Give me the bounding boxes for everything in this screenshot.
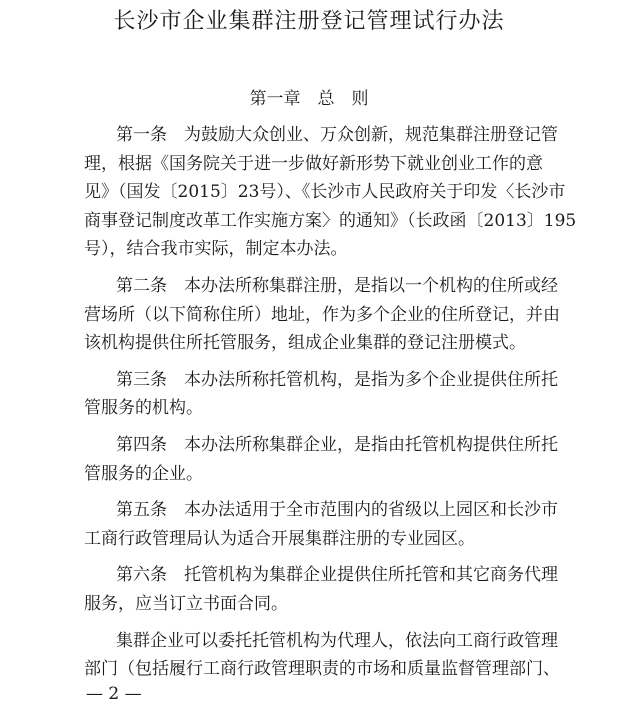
paragraph-first-line: 第五条 本办法适用于全市范围内的省级以上园区和长沙市 (116, 500, 558, 520)
paragraph-first-line: 第六条 托管机构为集群企业提供住所托管和其它商务代理 (116, 565, 558, 585)
document-title: 长沙市企业集群注册登记管理试行办法 (113, 9, 505, 34)
text-line: 服务，应当订立书面合同。 (84, 594, 288, 614)
paragraph-first-line: 第二条 本办法所称集群注册，是指以一个机构的住所或经 (116, 276, 558, 296)
text-line: 工商行政管理局认为适合开展集群注册的专业园区。 (84, 529, 475, 549)
paragraph-first-line: 第三条 本办法所称托管机构，是指为多个企业提供住所托 (116, 370, 558, 390)
paragraph-first-line: 第一条 为鼓励大众创业、万众创新，规范集群注册登记管 (116, 125, 558, 145)
text-line: 管服务的企业。 (84, 464, 203, 484)
text-line: 号），结合我市实际，制定本办法。 (84, 239, 348, 259)
text-line: 管服务的机构。 (84, 398, 203, 418)
text-line: 部门（包括履行工商行政管理职责的市场和质量监督管理部门、 (84, 659, 560, 679)
text-line: 见》（国发〔2015〕23号）、《长沙市人民政府关于印发〈长沙市 (84, 182, 566, 202)
text-line: 理，根据《国务院关于进一步做好新形势下就业创业工作的意 (84, 154, 543, 174)
chapter-heading: 第一章 总 则 (249, 89, 369, 109)
paragraph-first-line: 第四条 本办法所称集群企业，是指由托管机构提供住所托 (116, 435, 558, 455)
paragraph-first-line: 集群企业可以委托托管机构为代理人，依法向工商行政管理 (116, 631, 558, 651)
page-number: — 2 — (86, 684, 142, 704)
text-line: 营场所（以下简称住所）地址，作为多个企业的住所登记，并由 (84, 305, 560, 325)
text-line: 该机构提供住所托管服务，组成企业集群的登记注册模式。 (84, 333, 526, 353)
text-line: 商事登记制度改革工作实施方案〉的通知》（长政函〔2013〕195 (84, 211, 577, 231)
